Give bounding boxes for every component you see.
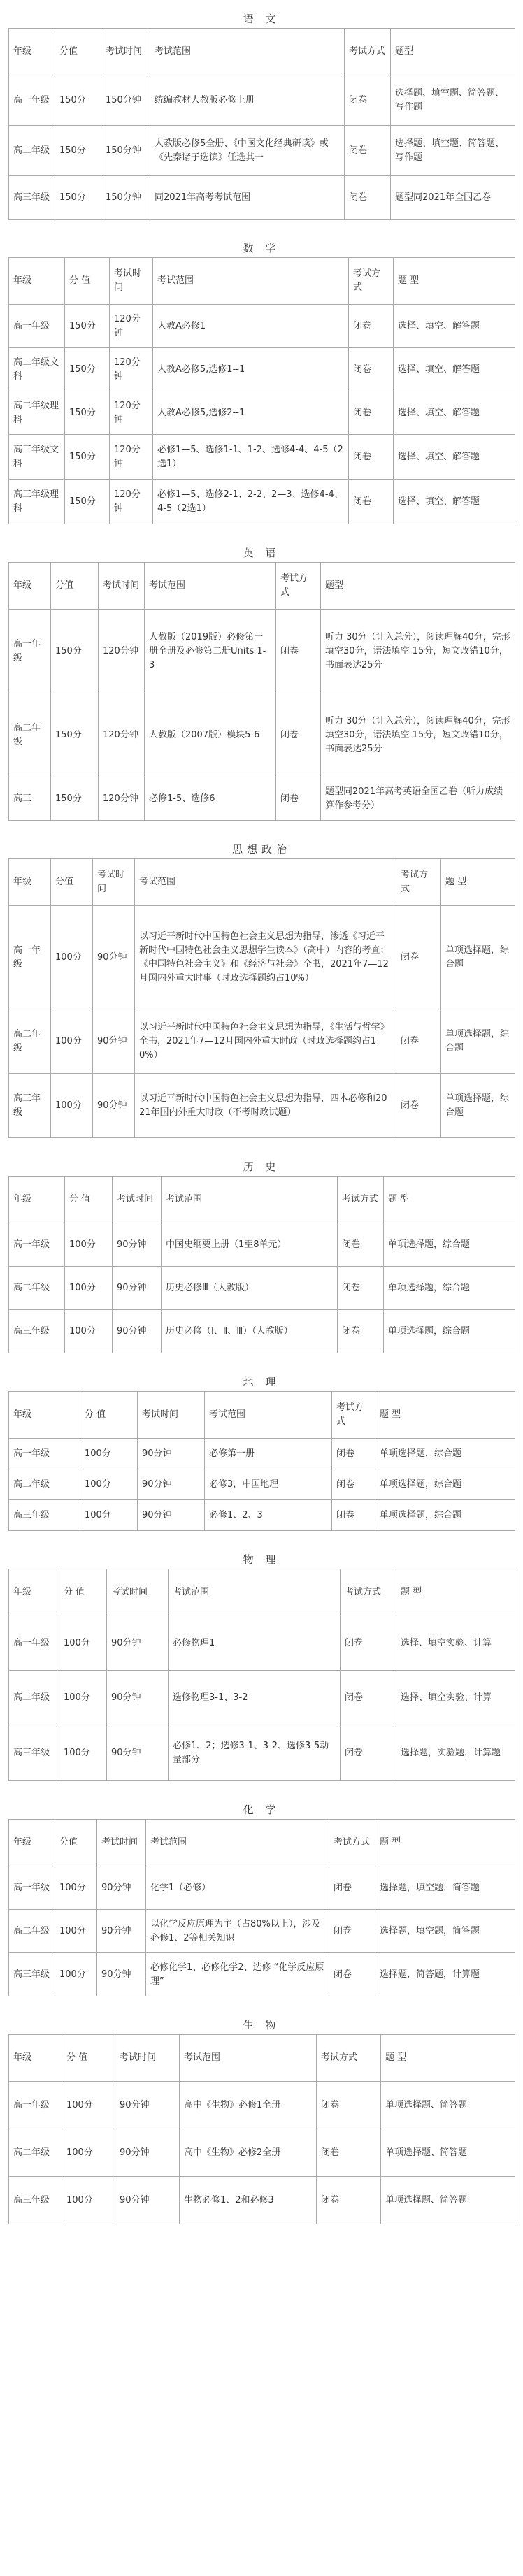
section-politics xyxy=(0,821,523,1138)
section-title: 语 文 xyxy=(243,13,280,25)
header-cell: 考试时间 xyxy=(107,1569,169,1616)
table-cell: 高三年级 xyxy=(9,1500,80,1531)
section-title: 思想政治 xyxy=(231,843,291,856)
table-cell: 90分钟 xyxy=(113,1267,162,1310)
table-cell: 100分 xyxy=(80,1469,138,1500)
table-row xyxy=(9,1310,515,1353)
table-cell: 90分钟 xyxy=(97,1866,146,1910)
exam-table xyxy=(8,1819,515,1996)
table-cell: 以习近平新时代中国特色社会主义思想为指导，四本必修和2021年国内外重大时政（不考时政试题） xyxy=(135,1074,396,1138)
table-cell: 高二年级 xyxy=(9,693,51,777)
header-cell: 考试范围 xyxy=(205,1392,332,1439)
table-cell: 高三年级 xyxy=(9,1953,55,1996)
table-cell: 闭卷 xyxy=(345,75,391,126)
table-cell: 人教版必修5全册、《中国文化经典研读》或《先秦诸子选读》任选其一 xyxy=(150,126,345,176)
table-cell: 120分钟 xyxy=(110,305,153,348)
table-cell: 100分 xyxy=(59,1671,107,1725)
header-cell: 考试范围 xyxy=(146,1820,329,1866)
table-cell: 高二年级 xyxy=(9,1009,51,1074)
table-cell: 高三 xyxy=(9,777,51,821)
table-row xyxy=(9,126,515,176)
exam-table xyxy=(8,2034,515,2224)
table-cell: 人教版（2007版）模块5-6 xyxy=(145,693,276,777)
table-cell: 听力 30分（计入总分），阅读理解40分，完形填空30分，语法填空 15分，短文改错10分，书面表达25分 xyxy=(321,610,515,693)
section-chemistry xyxy=(0,1781,523,1996)
header-cell: 分 值 xyxy=(80,1392,138,1439)
table-cell: 选择题，填空题，简答题 xyxy=(375,1910,515,1953)
table-cell: 闭卷 xyxy=(317,2177,381,2224)
table-cell: 90分钟 xyxy=(113,1310,162,1353)
table-cell: 闭卷 xyxy=(338,1310,384,1353)
table-cell: 单项选择题、简答题 xyxy=(381,2082,515,2129)
header-cell: 考试方式 xyxy=(338,1177,384,1223)
header-cell: 分值 xyxy=(51,563,99,610)
header-cell: 考试范围 xyxy=(153,258,349,305)
table-cell: 闭卷 xyxy=(349,348,394,391)
section-geography xyxy=(0,1353,523,1531)
table-cell: 90分钟 xyxy=(138,1469,205,1500)
table-cell: 高一年级 xyxy=(9,1616,59,1671)
table-cell: 单项选择题，综合题 xyxy=(375,1500,515,1531)
table-row xyxy=(9,435,515,480)
header-cell: 考试范围 xyxy=(145,563,276,610)
table-row xyxy=(9,75,515,126)
table-cell: 高二年级 xyxy=(9,1267,65,1310)
section-title: 生 物 xyxy=(243,2019,280,2031)
table-cell: 90分钟 xyxy=(115,2177,180,2224)
exam-table xyxy=(8,1176,515,1353)
table-cell: 选修物理3-1、3-2 xyxy=(169,1671,341,1725)
table-cell: 90分钟 xyxy=(93,1074,135,1138)
header-cell: 考试范围 xyxy=(135,859,396,906)
table-cell: 人教版（2019版）必修第一册全册及必修第二册Units 1-3 xyxy=(145,610,276,693)
header-cell: 考试方式 xyxy=(329,1820,375,1866)
table-cell: 高三年级 xyxy=(9,2177,62,2224)
table-cell: 100分 xyxy=(59,1616,107,1671)
table-cell: 150分 xyxy=(65,480,110,524)
table-header-row xyxy=(9,1177,515,1223)
table-cell: 单项选择题，综合题 xyxy=(375,1439,515,1469)
table-cell: 150分 xyxy=(55,75,101,126)
table-header-row xyxy=(9,29,515,75)
table-cell: 闭卷 xyxy=(276,777,321,821)
header-cell: 年级 xyxy=(9,2035,62,2082)
header-cell: 分 值 xyxy=(65,1177,113,1223)
table-cell: 高一年级 xyxy=(9,1866,55,1910)
table-cell: 选择题，简答题，计算题 xyxy=(375,1953,515,1996)
table-row xyxy=(9,480,515,524)
table-cell: 生物必修1、2和必修3 xyxy=(180,2177,317,2224)
header-cell: 考试时间 xyxy=(115,2035,180,2082)
table-cell: 150分 xyxy=(65,435,110,480)
table-row xyxy=(9,777,515,821)
table-cell: 150分 xyxy=(55,176,101,220)
table-cell: 100分 xyxy=(62,2177,115,2224)
exam-table xyxy=(8,1569,515,1781)
header-cell: 考试时间 xyxy=(101,29,150,75)
table-cell: 高三年级 xyxy=(9,176,55,220)
table-cell: 100分 xyxy=(80,1439,138,1469)
table-cell: 中国史纲要上册（1至8单元） xyxy=(162,1223,338,1267)
section-title: 英 语 xyxy=(243,547,280,559)
table-cell: 高一年级 xyxy=(9,610,51,693)
table-row xyxy=(9,693,515,777)
section-biology xyxy=(0,1996,523,2224)
table-cell: 必修1—5、选修2-1、2-2、2—3、选修4-4、4-5（2选1） xyxy=(153,480,349,524)
table-cell: 闭卷 xyxy=(396,906,441,1009)
table-cell: 100分 xyxy=(65,1267,113,1310)
table-cell: 选择题、填空题、简答题、写作题 xyxy=(391,75,515,126)
table-cell: 必修物理1 xyxy=(169,1616,341,1671)
header-cell: 年级 xyxy=(9,859,51,906)
table-cell: 150分 xyxy=(51,610,99,693)
table-row xyxy=(9,348,515,391)
table-cell: 闭卷 xyxy=(329,1866,375,1910)
table-cell: 高中《生物》必修1全册 xyxy=(180,2082,317,2129)
table-cell: 90分钟 xyxy=(93,1009,135,1074)
table-row xyxy=(9,1469,515,1500)
table-cell: 高三年级理科 xyxy=(9,480,65,524)
table-cell: 单项选择题，综合题 xyxy=(384,1267,515,1310)
header-cell: 题型 xyxy=(391,29,515,75)
table-cell: 100分 xyxy=(65,1223,113,1267)
table-cell: 120分钟 xyxy=(99,693,145,777)
table-header-row xyxy=(9,1820,515,1866)
table-cell: 100分 xyxy=(51,906,93,1009)
table-cell: 100分 xyxy=(55,1866,97,1910)
header-cell: 考试范围 xyxy=(169,1569,341,1616)
table-cell: 高一年级 xyxy=(9,1223,65,1267)
header-cell: 年级 xyxy=(9,1569,59,1616)
table-cell: 闭卷 xyxy=(396,1009,441,1074)
table-cell: 90分钟 xyxy=(93,906,135,1009)
table-cell: 同2021年高考考试范围 xyxy=(150,176,345,220)
table-cell: 闭卷 xyxy=(332,1500,375,1531)
table-cell: 人教A必修1 xyxy=(153,305,349,348)
header-cell: 分值 xyxy=(55,29,101,75)
table-row xyxy=(9,1223,515,1267)
header-cell: 考试方式 xyxy=(332,1392,375,1439)
header-cell: 考试时间 xyxy=(113,1177,162,1223)
header-cell: 考试方式 xyxy=(341,1569,396,1616)
table-cell: 高一年级 xyxy=(9,906,51,1009)
header-cell: 题 型 xyxy=(375,1392,515,1439)
section-english xyxy=(0,524,523,821)
table-cell: 高二年级 xyxy=(9,1910,55,1953)
header-cell: 考试时间 xyxy=(97,1820,146,1866)
header-cell: 题 型 xyxy=(375,1820,515,1866)
table-cell: 高三年级文科 xyxy=(9,435,65,480)
section-title: 地 理 xyxy=(243,1376,280,1388)
table-cell: 必修1-5、选修6 xyxy=(145,777,276,821)
table-cell: 单项选择题，综合题 xyxy=(441,1009,515,1074)
header-cell: 考试方式 xyxy=(349,258,394,305)
table-cell: 单项选择题、简答题 xyxy=(381,2129,515,2177)
table-row xyxy=(9,2129,515,2177)
table-cell: 单项选择题，综合题 xyxy=(375,1469,515,1500)
table-cell: 120分钟 xyxy=(110,480,153,524)
table-cell: 人教A必修5,选修1--1 xyxy=(153,348,349,391)
table-row xyxy=(9,1671,515,1725)
table-row xyxy=(9,1953,515,1996)
table-cell: 120分钟 xyxy=(99,777,145,821)
table-cell: 选择、填空、解答题 xyxy=(394,348,515,391)
table-cell: 150分钟 xyxy=(101,126,150,176)
table-cell: 选择、填空、解答题 xyxy=(394,480,515,524)
table-cell: 90分钟 xyxy=(115,2129,180,2177)
table-cell: 闭卷 xyxy=(317,2082,381,2129)
table-cell: 150分 xyxy=(55,126,101,176)
header-cell: 考试范围 xyxy=(162,1177,338,1223)
table-cell: 100分 xyxy=(62,2129,115,2177)
table-cell: 闭卷 xyxy=(332,1439,375,1469)
exam-table xyxy=(8,858,515,1138)
table-row xyxy=(9,1267,515,1310)
table-cell: 100分 xyxy=(65,1310,113,1353)
table-cell: 闭卷 xyxy=(349,305,394,348)
table-header-row xyxy=(9,258,515,305)
header-cell: 考试方式 xyxy=(345,29,391,75)
header-cell: 题 型 xyxy=(396,1569,515,1616)
table-cell: 选择、填空、解答题 xyxy=(394,391,515,435)
header-cell: 年级 xyxy=(9,563,51,610)
table-cell: 必修1、2；选修3-1、3-2、选修3-5动量部分 xyxy=(169,1725,341,1781)
table-cell: 以习近平新时代中国特色社会主义思想为指导，渗透《习近平新时代中国特色社会主义思想学生读本》（高中）内容的考查；《中国特色社会主义》和《经济与社会》全书，2021年7—12月国内外重大时事（时政选择题约占10%） xyxy=(135,906,396,1009)
table-cell: 必修1—5、选修1-1、1-2、选修4-4、4-5（2选1） xyxy=(153,435,349,480)
table-cell: 选择、填空、解答题 xyxy=(394,305,515,348)
table-cell: 150分 xyxy=(65,391,110,435)
table-cell: 90分钟 xyxy=(107,1725,169,1781)
header-cell: 考试时间 xyxy=(138,1392,205,1439)
table-cell: 必修3，中国地理 xyxy=(205,1469,332,1500)
table-cell: 题型同2021年全国乙卷 xyxy=(391,176,515,220)
table-cell: 100分 xyxy=(59,1725,107,1781)
table-cell: 高一年级 xyxy=(9,1439,80,1469)
table-cell: 闭卷 xyxy=(341,1725,396,1781)
header-cell: 题 型 xyxy=(394,258,515,305)
table-cell: 闭卷 xyxy=(329,1953,375,1996)
table-cell: 90分钟 xyxy=(138,1500,205,1531)
table-cell: 选择题、填空题、简答题、写作题 xyxy=(391,126,515,176)
table-cell: 题型同2021年高考英语全国乙卷（听力成绩算作参考分） xyxy=(321,777,515,821)
table-cell: 90分钟 xyxy=(107,1616,169,1671)
table-cell: 化学1（必修） xyxy=(146,1866,329,1910)
exam-table xyxy=(8,562,515,821)
table-cell: 闭卷 xyxy=(349,391,394,435)
header-cell: 考试时间 xyxy=(110,258,153,305)
table-cell: 120分钟 xyxy=(110,348,153,391)
table-cell: 150分钟 xyxy=(101,75,150,126)
header-cell: 考试时间 xyxy=(99,563,145,610)
table-row xyxy=(9,305,515,348)
table-row xyxy=(9,1910,515,1953)
exam-table xyxy=(8,28,515,220)
table-cell: 高中《生物》必修2全册 xyxy=(180,2129,317,2177)
table-cell: 高二年级 xyxy=(9,2129,62,2177)
table-cell: 选择、填空实验、计算 xyxy=(396,1671,515,1725)
table-cell: 闭卷 xyxy=(349,435,394,480)
table-cell: 历史必修（Ⅰ、Ⅱ、Ⅲ）（人教版） xyxy=(162,1310,338,1353)
table-cell: 以化学反应原理为主（占80%以上），涉及必修1、2等相关知识 xyxy=(146,1910,329,1953)
section-math xyxy=(0,220,523,524)
table-cell: 闭卷 xyxy=(332,1469,375,1500)
section-history xyxy=(0,1138,523,1353)
table-cell: 听力 30分（计入总分），阅读理解40分，完形填空30分，语法填空 15分，短文改错10分，书面表达25分 xyxy=(321,693,515,777)
table-cell: 高一年级 xyxy=(9,2082,62,2129)
table-header-row xyxy=(9,1569,515,1616)
table-row xyxy=(9,906,515,1009)
table-cell: 选择题，实验题，计算题 xyxy=(396,1725,515,1781)
table-cell: 90分钟 xyxy=(115,2082,180,2129)
table-cell: 90分钟 xyxy=(138,1439,205,1469)
table-cell: 高二年级 xyxy=(9,1671,59,1725)
header-cell: 题型 xyxy=(321,563,515,610)
table-header-row xyxy=(9,563,515,610)
header-cell: 分值 xyxy=(55,1820,97,1866)
table-cell: 100分 xyxy=(51,1074,93,1138)
header-cell: 考试方式 xyxy=(276,563,321,610)
section-title: 物 理 xyxy=(243,1553,280,1566)
table-cell: 150分 xyxy=(65,348,110,391)
table-row xyxy=(9,1500,515,1531)
table-cell: 单项选择题，综合题 xyxy=(441,906,515,1009)
section-title: 历 史 xyxy=(243,1160,280,1173)
header-cell: 题 型 xyxy=(441,859,515,906)
table-cell: 120分钟 xyxy=(99,610,145,693)
section-physics xyxy=(0,1531,523,1781)
table-cell: 150分 xyxy=(51,777,99,821)
header-cell: 分 值 xyxy=(59,1569,107,1616)
table-row xyxy=(9,391,515,435)
table-row xyxy=(9,2177,515,2224)
table-header-row xyxy=(9,859,515,906)
table-cell: 选择、填空、解答题 xyxy=(394,435,515,480)
table-cell: 闭卷 xyxy=(338,1267,384,1310)
table-cell: 闭卷 xyxy=(345,176,391,220)
table-header-row xyxy=(9,2035,515,2082)
header-cell: 年级 xyxy=(9,1392,80,1439)
table-cell: 高三年级 xyxy=(9,1725,59,1781)
exam-table xyxy=(8,1391,515,1531)
header-cell: 分值 xyxy=(51,859,93,906)
table-cell: 闭卷 xyxy=(276,610,321,693)
header-cell: 考试方式 xyxy=(317,2035,381,2082)
table-cell: 120分钟 xyxy=(110,391,153,435)
table-row xyxy=(9,1866,515,1910)
header-cell: 考试时间 xyxy=(93,859,135,906)
table-cell: 120分钟 xyxy=(110,435,153,480)
table-cell: 100分 xyxy=(80,1500,138,1531)
table-cell: 闭卷 xyxy=(338,1223,384,1267)
table-cell: 100分 xyxy=(55,1953,97,1996)
table-cell: 闭卷 xyxy=(349,480,394,524)
table-cell: 90分钟 xyxy=(97,1910,146,1953)
section-title: 化 学 xyxy=(243,1804,280,1816)
table-cell: 单项选择题，综合题 xyxy=(384,1223,515,1267)
table-row xyxy=(9,1074,515,1138)
table-cell: 150分钟 xyxy=(101,176,150,220)
table-cell: 单项选择题，综合题 xyxy=(441,1074,515,1138)
table-cell: 以习近平新时代中国特色社会主义思想为指导，《生活与哲学》全书，2021年7—12月国内外重大时政（时政选择题约占10%） xyxy=(135,1009,396,1074)
table-cell: 高二年级理科 xyxy=(9,391,65,435)
header-cell: 年级 xyxy=(9,1820,55,1866)
table-cell: 150分 xyxy=(65,305,110,348)
table-cell: 闭卷 xyxy=(341,1671,396,1725)
table-cell: 选择题，填空题，简答题 xyxy=(375,1866,515,1910)
table-row xyxy=(9,1725,515,1781)
table-cell: 闭卷 xyxy=(341,1616,396,1671)
header-cell: 分 值 xyxy=(62,2035,115,2082)
table-cell: 人教A必修5,选修2--1 xyxy=(153,391,349,435)
header-cell: 考试范围 xyxy=(180,2035,317,2082)
table-cell: 高三年级 xyxy=(9,1074,51,1138)
table-cell: 单项选择题、简答题 xyxy=(381,2177,515,2224)
header-cell: 年级 xyxy=(9,29,55,75)
table-cell: 90分钟 xyxy=(113,1223,162,1267)
table-row xyxy=(9,176,515,220)
header-cell: 考试方式 xyxy=(396,859,441,906)
table-cell: 必修第一册 xyxy=(205,1439,332,1469)
table-cell: 高一年级 xyxy=(9,75,55,126)
table-cell: 90分钟 xyxy=(97,1953,146,1996)
table-cell: 闭卷 xyxy=(317,2129,381,2177)
table-cell: 闭卷 xyxy=(276,693,321,777)
header-cell: 题 型 xyxy=(384,1177,515,1223)
header-cell: 考试范围 xyxy=(150,29,345,75)
table-cell: 必修化学1、必修化学2、选修 “化学反应原理” xyxy=(146,1953,329,1996)
table-cell: 历史必修Ⅲ（人教版） xyxy=(162,1267,338,1310)
header-cell: 年级 xyxy=(9,1177,65,1223)
table-cell: 闭卷 xyxy=(396,1074,441,1138)
exam-table xyxy=(8,257,515,524)
table-row xyxy=(9,1616,515,1671)
header-cell: 年级 xyxy=(9,258,65,305)
table-cell: 单项选择题，综合题 xyxy=(384,1310,515,1353)
table-cell: 高二年级文科 xyxy=(9,348,65,391)
table-cell: 必修1、2、3 xyxy=(205,1500,332,1531)
table-cell: 150分 xyxy=(51,693,99,777)
section-title: 数 学 xyxy=(243,242,280,254)
table-cell: 闭卷 xyxy=(345,126,391,176)
table-cell: 高三年级 xyxy=(9,1310,65,1353)
table-header-row xyxy=(9,1392,515,1439)
table-row xyxy=(9,1009,515,1074)
table-cell: 100分 xyxy=(62,2082,115,2129)
header-cell: 题 型 xyxy=(381,2035,515,2082)
table-cell: 高二年级 xyxy=(9,126,55,176)
header-cell: 分 值 xyxy=(65,258,110,305)
table-row xyxy=(9,2082,515,2129)
table-cell: 统编教材人教版必修上册 xyxy=(150,75,345,126)
table-cell: 高一年级 xyxy=(9,305,65,348)
table-row xyxy=(9,610,515,693)
table-cell: 高二年级 xyxy=(9,1469,80,1500)
table-cell: 100分 xyxy=(51,1009,93,1074)
section-chinese xyxy=(0,0,523,220)
table-cell: 100分 xyxy=(55,1910,97,1953)
table-cell: 闭卷 xyxy=(329,1910,375,1953)
table-cell: 选择、填空实验、计算 xyxy=(396,1616,515,1671)
table-cell: 90分钟 xyxy=(107,1671,169,1725)
table-row xyxy=(9,1439,515,1469)
